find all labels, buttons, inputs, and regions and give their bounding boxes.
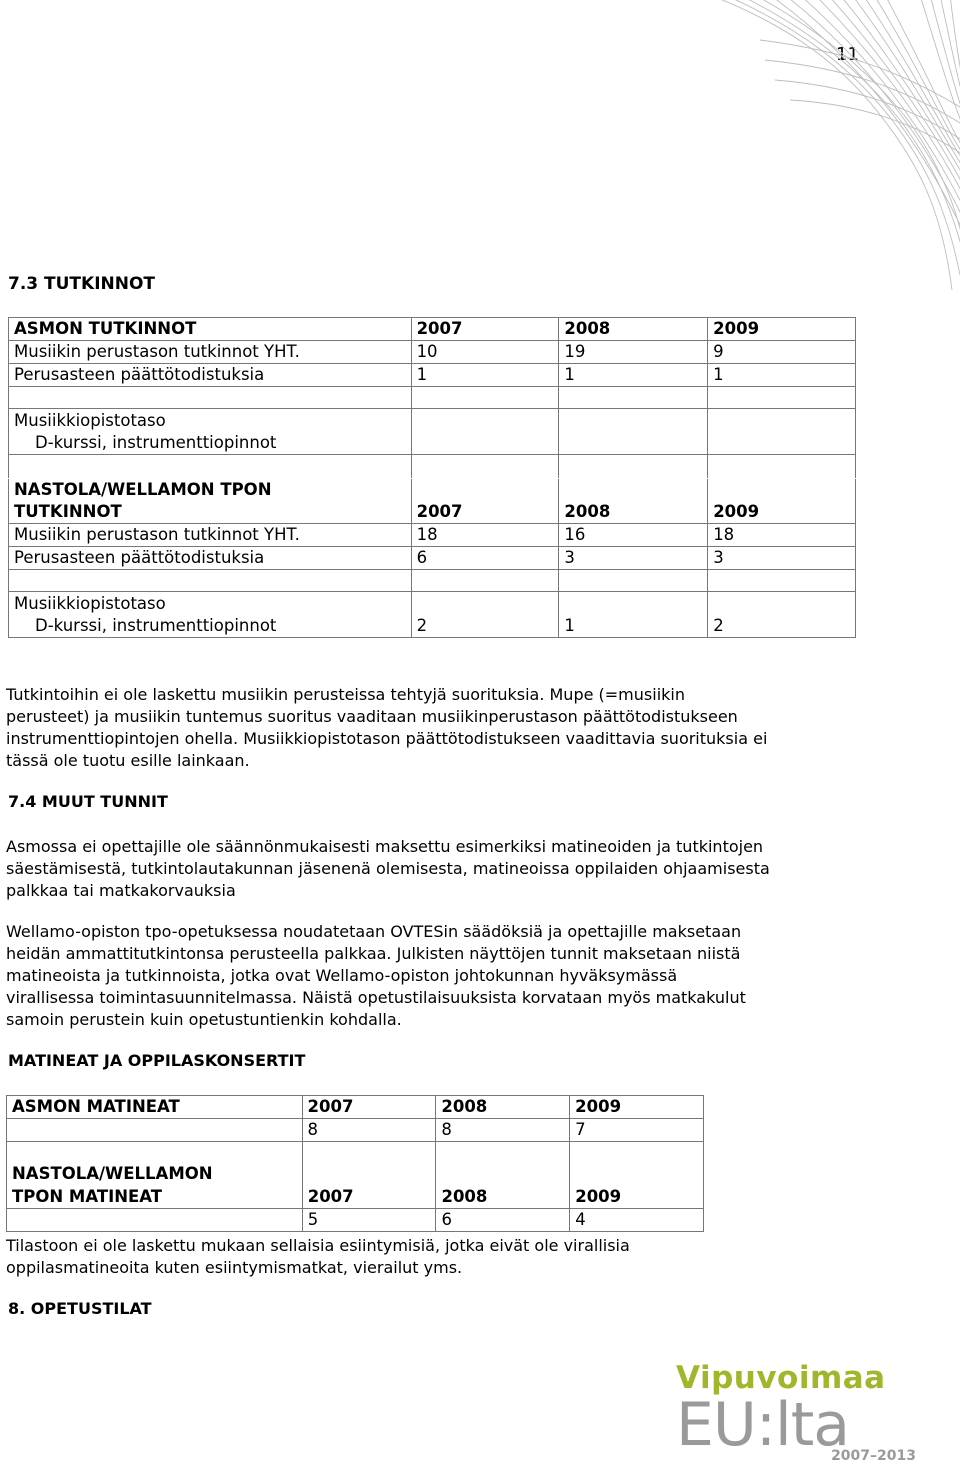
table-cell: [411, 455, 559, 478]
table-cell: [411, 387, 559, 409]
table-cell: 1: [559, 364, 708, 387]
text-line: palkkaa tai matkakorvauksia: [6, 881, 236, 900]
table-cell: 16: [559, 524, 708, 547]
table-header-cell: 2009: [708, 318, 856, 341]
table-cell: [411, 592, 559, 615]
table-header-cell: 2007: [411, 501, 559, 524]
text-line: oppilasmatineoita kuten esiintymismatkat, vierailut yms.: [6, 1258, 463, 1277]
table-row-empty: [7, 1142, 704, 1164]
table-cell: [559, 479, 708, 501]
table-cell: 10: [411, 341, 559, 364]
table-cell: [411, 432, 559, 455]
table-cell: [559, 570, 708, 592]
text-line: heidän ammattitutkintonsa perusteella palkkaa. Julkisten näyttöjen tunnit maksetaan niistä: [6, 944, 741, 963]
table-cell: D-kurssi, instrumenttiopinnot: [9, 615, 412, 638]
table-cell: Musiikkiopistotaso: [9, 409, 412, 432]
table-cell: D-kurssi, instrumenttiopinnot: [9, 432, 412, 455]
table-cell: 18: [411, 524, 559, 547]
asmo-degrees-table: [8, 317, 856, 478]
table-cell: 2: [708, 615, 856, 638]
table-row: [9, 524, 856, 547]
table-cell: [411, 570, 559, 592]
table-cell: [708, 387, 856, 409]
table-header-cell: 2007: [411, 318, 559, 341]
page-number: 11: [836, 44, 859, 65]
table-cell: [436, 1163, 570, 1185]
nastola-degrees-table: [8, 479, 856, 638]
table-cell: [708, 455, 856, 478]
table-cell: [7, 1119, 303, 1142]
logo-text-top: Vipuvoimaa: [676, 1360, 886, 1396]
table-header-cell: 2008: [436, 1185, 570, 1208]
table-header-cell: TPON MATINEAT: [7, 1185, 303, 1208]
table-cell: 19: [559, 341, 708, 364]
nastola-matinees-table: [6, 1163, 704, 1232]
text-line: Asmossa ei opettajille ole säännönmukaisesti maksettu esimerkiksi matineoiden ja tutkintojen: [6, 837, 764, 856]
table-header-cell: ASMON TUTKINNOT: [9, 318, 412, 341]
table-row-empty: [9, 570, 856, 592]
table-header-cell: NASTOLA/WELLAMON TPON: [9, 479, 412, 501]
text-line: instrumenttiopintojen ohella. Musiikkiopistotason päättötodistukseen vaadittavia suorituksia ei: [6, 729, 768, 748]
other-hours-paragraph-1: [6, 836, 770, 902]
logo-text-years: 2007–2013: [831, 1448, 916, 1464]
table-row: [9, 341, 856, 364]
table-cell: [559, 387, 708, 409]
table-cell: 1: [708, 364, 856, 387]
table-cell: [9, 387, 412, 409]
table-cell: [559, 409, 708, 432]
table-cell: 3: [708, 547, 856, 570]
table-header-row: [7, 1185, 704, 1208]
table-cell: [708, 592, 856, 615]
table-row: [9, 615, 856, 638]
table-header-row: [7, 1163, 704, 1185]
text-line: tässä ole tuotu esille lainkaan.: [6, 751, 250, 770]
table-header-row: [9, 479, 856, 501]
table-header-cell: 2009: [708, 501, 856, 524]
text-line: samoin perustein kuin opetustuntienkin kohdalla.: [6, 1010, 402, 1029]
asmo-matinees-table: [6, 1095, 704, 1164]
table-cell: 3: [559, 547, 708, 570]
table-cell: [302, 1163, 436, 1185]
table-cell: Musiikin perustason tutkinnot YHT.: [9, 341, 412, 364]
table-row: [9, 409, 856, 432]
table-header-row: [9, 318, 856, 341]
table-header-row: [7, 1096, 704, 1119]
table-cell: [708, 409, 856, 432]
table-cell: 6: [411, 547, 559, 570]
table-cell: [7, 1208, 303, 1231]
table-row-empty: [9, 387, 856, 409]
table-header-cell: 2009: [570, 1185, 704, 1208]
table-cell: [559, 455, 708, 478]
table-cell: [559, 592, 708, 615]
text-line: Tutkintoihin ei ole laskettu musiikin perusteissa tehtyjä suorituksia. Mupe (=musiikin: [6, 685, 685, 704]
table-cell: [9, 570, 412, 592]
text-line: virallisessa toimintasuunnitelmassa. Näistä opetustilaisuuksista korvataan myös matkakulut: [6, 988, 746, 1007]
table-cell: Musiikin perustason tutkinnot YHT.: [9, 524, 412, 547]
table-row: [7, 1208, 704, 1231]
table-row: [9, 547, 856, 570]
table-cell: [9, 455, 412, 478]
text-line: perusteet) ja musiikin tuntemus suoritus vaaditaan musiikinperustason päättötodistukseen: [6, 707, 738, 726]
table-cell: 7: [570, 1119, 704, 1142]
table-cell: [411, 409, 559, 432]
section-heading-muut-tunnit: 7.4 MUUT TUNNIT: [8, 792, 168, 811]
section-heading-opetustilat: 8. OPETUSTILAT: [8, 1299, 152, 1318]
table-header-cell: 2007: [302, 1185, 436, 1208]
table-cell: 2: [411, 615, 559, 638]
table-row: [9, 592, 856, 615]
table-cell: 5: [302, 1208, 436, 1231]
table-cell: [302, 1142, 436, 1164]
table-cell: 4: [570, 1208, 704, 1231]
table-cell: 8: [302, 1119, 436, 1142]
decorative-swoosh-graphic: [560, 0, 960, 300]
table-header-cell: 2008: [436, 1096, 570, 1119]
matinees-note-paragraph: [6, 1235, 630, 1279]
table-cell: [708, 570, 856, 592]
text-line: Wellamo-opiston tpo-opetuksessa noudatetaan OVTESin säädöksiä ja opettajille maksetaan: [6, 922, 742, 941]
table-cell: [570, 1163, 704, 1185]
table-cell: Musiikkiopistotaso: [9, 592, 412, 615]
text-line: Tilastoon ei ole laskettu mukaan sellaisia esiintymisiä, jotka eivät ole virallisia: [6, 1236, 630, 1255]
text-line: matineoista ja tutkinnoista, jotka ovat Wellamo-opiston johtokunnan hyväksymässä: [6, 966, 678, 985]
text-line: säestämisestä, tutkintolautakunnan jäsenenä olemisesta, matineoissa oppilaiden ohjaamisesta: [6, 859, 770, 878]
table-header-cell: NASTOLA/WELLAMON: [7, 1163, 303, 1185]
table-cell: [559, 432, 708, 455]
table-header-cell: 2008: [559, 318, 708, 341]
table-cell: [570, 1142, 704, 1164]
table-cell: Perusasteen päättötodistuksia: [9, 364, 412, 387]
section-heading-tutkinnot: 7.3 TUTKINNOT: [8, 274, 156, 294]
table-cell: [708, 479, 856, 501]
table-header-cell: TUTKINNOT: [9, 501, 412, 524]
table-cell: Perusasteen päättötodistuksia: [9, 547, 412, 570]
table-header-cell: 2007: [302, 1096, 436, 1119]
table-cell: 1: [559, 615, 708, 638]
table-cell: 8: [436, 1119, 570, 1142]
table-cell: [411, 479, 559, 501]
section-heading-matineat: MATINEAT JA OPPILASKONSERTIT: [8, 1051, 306, 1070]
table-row-empty: [9, 455, 856, 478]
table-cell: [7, 1142, 303, 1164]
table-cell: [708, 432, 856, 455]
table-header-cell: ASMON MATINEAT: [7, 1096, 303, 1119]
degrees-note-paragraph: [6, 684, 767, 772]
table-cell: 18: [708, 524, 856, 547]
table-row: [9, 364, 856, 387]
table-header-row: [9, 501, 856, 524]
table-cell: 9: [708, 341, 856, 364]
table-cell: 6: [436, 1208, 570, 1231]
logo-text-middle: EU:lta: [676, 1390, 850, 1460]
table-row: [7, 1119, 704, 1142]
other-hours-paragraph-2: [6, 921, 746, 1031]
vipuvoimaa-eu-logo: [676, 1360, 936, 1470]
table-header-cell: 2009: [570, 1096, 704, 1119]
table-row: [9, 432, 856, 455]
table-cell: [436, 1142, 570, 1164]
table-cell: 1: [411, 364, 559, 387]
table-header-cell: 2008: [559, 501, 708, 524]
